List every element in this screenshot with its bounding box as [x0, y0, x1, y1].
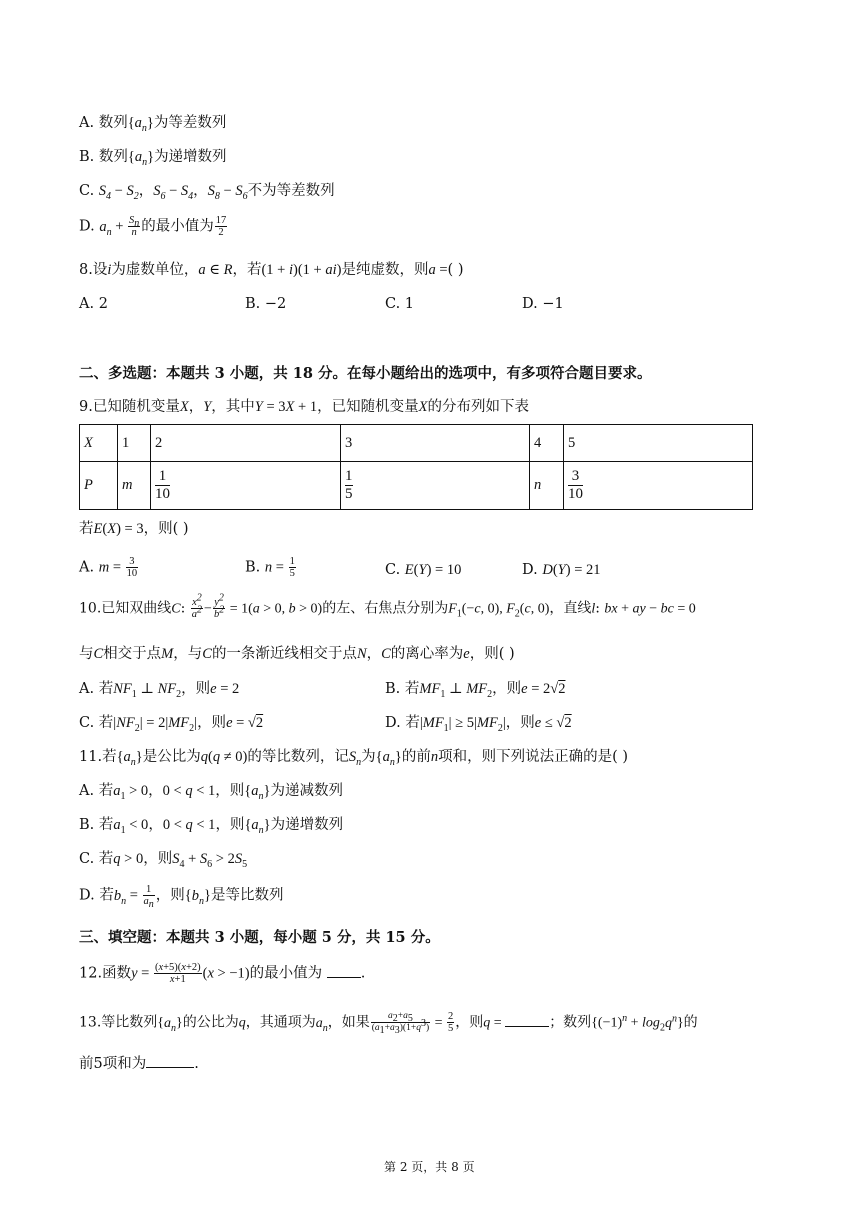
q7-option-a: A. 数列$\{a_n\}$为等差数列 — [79, 115, 227, 134]
table-cell: 2 — [151, 425, 341, 462]
table-cell: 1 — [118, 425, 151, 462]
q10-option-d: D. 若$|MF_1| \ge 5|MF_2|$，则e ≤ √2 — [385, 715, 572, 734]
question-9: 9.已知随机变量X，Y，其中Y = 3X + 1，已知随机变量X的分布列如下表 — [79, 399, 529, 415]
q10-line-2: 与C相交于点M，与C的一条渐近线相交于点N，C的离心率为e，则( ) — [79, 646, 515, 662]
answer-blank[interactable] — [505, 1026, 549, 1027]
q9-option-b: B. n = $\frac{1}{5}$ — [245, 556, 295, 580]
table-cell: $\frac{1}{5}$ — [341, 462, 530, 510]
section-3-heading: 三、填空题：本题共 3 小题，每小题 5 分，共 15 分。 — [79, 929, 440, 946]
table-cell: $\frac{3}{10}$ — [564, 462, 753, 510]
table-cell: X — [80, 425, 118, 462]
q8-option-a: A. 2 — [79, 296, 108, 312]
q9-option-d: D. D(Y) = 21 — [522, 562, 601, 578]
table-cell: 5 — [564, 425, 753, 462]
distribution-table — [79, 424, 753, 510]
question-8: 8.设i为虚数单位，a ∈ R，若(1 + i)(1 + ai)是纯虚数，则a =( ) — [79, 262, 464, 278]
table-cell: 3 — [341, 425, 530, 462]
question-13: 13.等比数列$\{a_n\}$的公比为q，其通项为$a_n$，如果 $\frac{a_2+a_5}{(a_1+a_3)(1+q^3)}$ = $\frac{2}{5}$ ，则q = ；数列$\{(-1)^n + \log_2q^n\}$的 — [79, 1011, 698, 1036]
q10-option-c: C. 若$|NF_2| = 2|MF_2|$，则e = √2 — [79, 715, 264, 734]
q10-option-a: A. 若$NF_1$ ⊥ $NF_2$，则e = 2 — [79, 681, 240, 700]
q11-option-d: D. 若$b_n$ = $\frac{1}{a_n}$ ，则$\{b_n\}$是等比数列 — [79, 884, 284, 911]
q7-option-d: D. $a_n$ + $\frac{S_n}{n}$ 的最小值为 $\frac{17}{2}$ — [79, 215, 227, 239]
q7-option-b: B. 数列$\{a_n\}$为递增数列 — [79, 149, 227, 168]
answer-blank[interactable] — [327, 977, 361, 978]
q13-line-2: 前5项和为 . — [79, 1056, 199, 1072]
table-row — [80, 425, 753, 462]
question-10: 10.已知双曲线C: $\frac{x^2}{a^2}$ − $\frac{y^2}{b^2}$ = 1(a > 0, b > 0)的左、右焦点分别为$F_1(-c$, 0), $F_2(c$, 0)，直线l: bx + ay − bc = 0 — [79, 592, 696, 621]
table-cell: 4 — [530, 425, 564, 462]
table-cell: $\frac{1}{10}$ — [151, 462, 341, 510]
q11-option-c: C. 若q > 0，则$S_4 + S_6 > 2S_5$ — [79, 851, 248, 870]
q8-option-d: D. −1 — [522, 296, 564, 312]
table-cell: n — [530, 462, 564, 510]
section-2-heading: 二、多选题：本题共 3 小题，共 18 分。在每小题给出的选项中，有多项符合题目要求。 — [79, 365, 652, 382]
q8-option-b: B. −2 — [245, 296, 287, 312]
q7-option-c: C. $S_4 - S_2$，$S_6 - S_4$，$S_8 - S_6$不为等差数列 — [79, 183, 335, 202]
page-footer: 第 2 页，共 8 页 — [384, 1160, 475, 1174]
q10-option-b: B. 若$MF_1$ ⊥ $MF_2$，则e = 2√2 — [385, 681, 566, 700]
q11-option-b: B. 若$a_1 < 0$，0 < q < 1，则$\{a_n\}$为递增数列 — [79, 817, 344, 836]
table-cell: P — [80, 462, 118, 510]
table-cell: m — [118, 462, 151, 510]
question-11: 11.若$\{a_n\}$是公比为q(q ≠ 0)的等比数列，记$S_n$为$\{a_n\}$的前n项和，则下列说法正确的是( ) — [79, 749, 629, 768]
answer-blank[interactable] — [146, 1067, 194, 1068]
q8-option-c: C. 1 — [385, 296, 415, 312]
table-row — [80, 462, 753, 510]
q11-option-a: A. 若$a_1 > 0$，0 < q < 1，则$\{a_n\}$为递减数列 — [79, 783, 343, 802]
question-12: 12.函数y = $\frac{(x+5)(x+2)}{x+1}$ (x > −1)的最小值为 . — [79, 962, 366, 986]
q9-option-a: A. m = $\frac{3}{10}$ — [79, 556, 138, 580]
q9-option-c: C. E(Y) = 10 — [385, 562, 462, 578]
q9-condition: 若E(X) = 3，则( ) — [79, 521, 189, 537]
